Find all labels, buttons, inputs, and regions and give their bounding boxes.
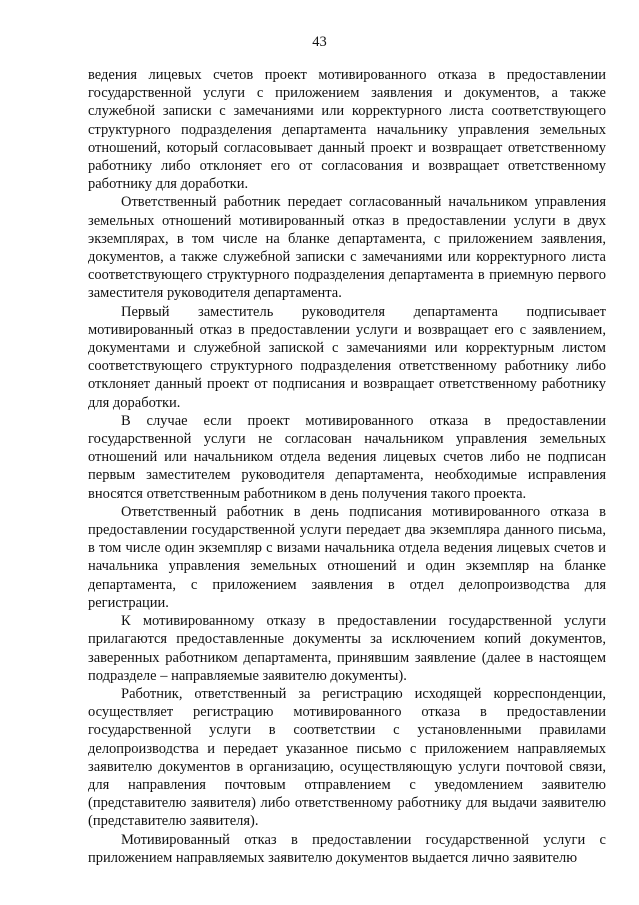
paragraph: Первый заместитель руководителя департамента подписывает мотивированный отказ в предоставлении услуги и возвращает его с заявлением, документами и служебной запиской с замечаниями или корректурным листом соответствующего структурного подразделения ответственному работнику либо отклоняет данный проект от подписания и возвращает ответственному работнику для доработки. [88, 303, 606, 411]
paragraph: Мотивированный отказ в предоставлении государственной услуги с приложением направляемых заявителю документов выдается лично заявителю [88, 831, 606, 866]
paragraph: В случае если проект мотивированного отказа в предоставлении государственной услуги не согласован начальником управления земельных отношений или начальником отдела ведения лицевых счетов либо не подписан первым заместителем руководителя департамента, необходимые исправления вносятся ответственным работником в день получения такого проекта. [88, 412, 606, 502]
paragraph: Ответственный работник передает согласованный начальником управления земельных отношений мотивированный отказ в предоставлении услуги в двух экземплярах, в том числе на бланке департамента, с приложением заявления, документов, а также служебной записки с замечаниями или корректурного листа соответствующего структурного подразделения департамента в приемную первого заместителя руководителя департамента. [88, 194, 606, 302]
paragraph: Работник, ответственный за регистрацию исходящей корреспонденции, осуществляет регистрацию мотивированного отказа в предоставлении государственной услуги в соответствии с установленными правилами делопроизводства и передает указанное письмо с приложением направляемых заявителю документов в организацию, осуществляющую услуги почтовой связи, для направления почтовым отправлением с уведомлением заявителю (представителю заявителя) либо ответственному работнику для выдачи заявителю (представителю заявителя). [88, 685, 606, 830]
paragraph: Ответственный работник в день подписания мотивированного отказа в предоставлении государственной услуги передает два экземпляра данного письма, в том числе один экземпляр с визами начальника отдела ведения лицевых счетов и начальника управления земельных отношений и один экземпляр на бланке департамента, с приложением заявления в отдел делопроизводства для регистрации. [88, 503, 606, 611]
page-number: 43 [312, 34, 327, 50]
paragraph-continuation: ведения лицевых счетов проект мотивированного отказа в предоставлении государственной услуги с приложением заявления и документов, а также служебной записки с замечаниями или корректурного листа соответствующего структурного подразделения департамента начальнику управления земельных отношений, который согласовывает данный проект и возвращает ответственному работнику либо отклоняет его от согласования и возвращает ответственному работнику для доработки. [88, 67, 606, 193]
document-body [88, 66, 606, 867]
paragraph: К мотивированному отказу в предоставлении государственной услуги прилагаются предоставленные документы за исключением копий документов, заверенных работником департамента, принявшим заявление (далее в настоящем подразделе – направляемые заявителю документы). [88, 613, 606, 684]
